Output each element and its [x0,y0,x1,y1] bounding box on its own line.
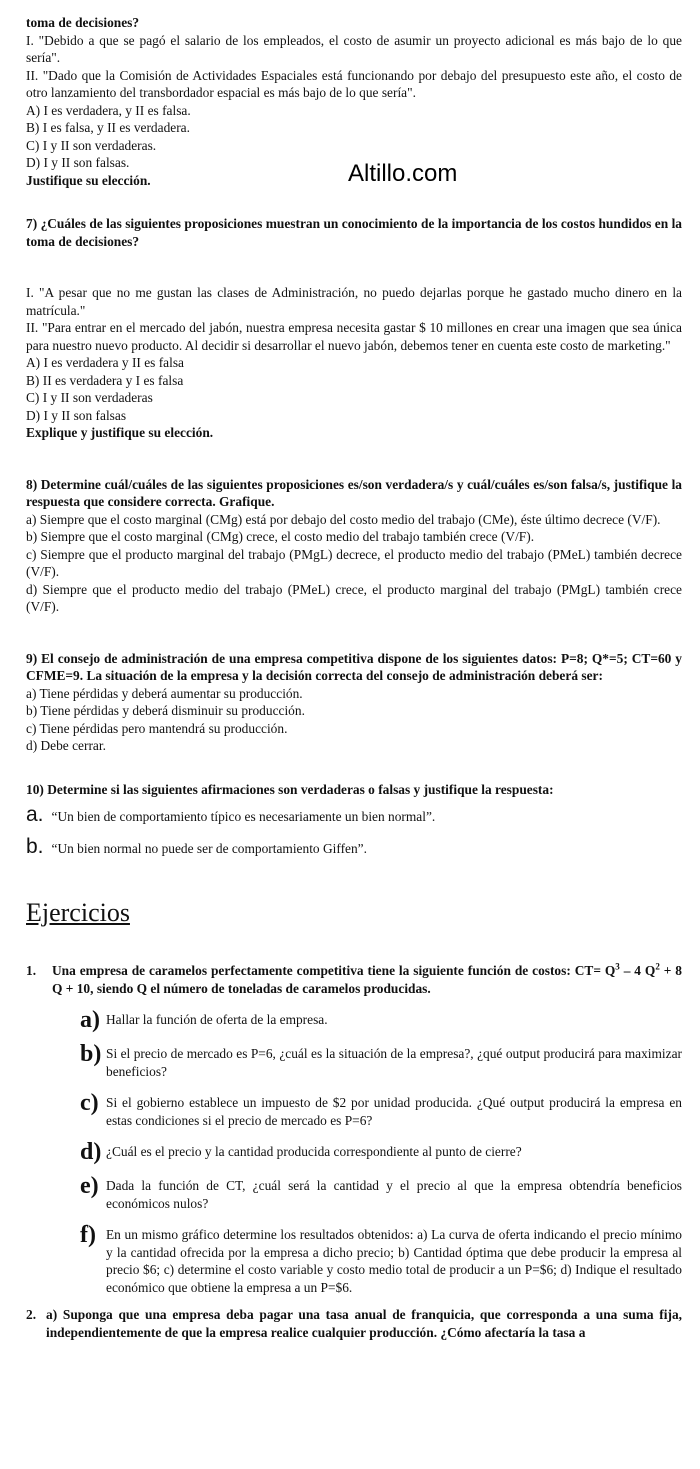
q7-option-d: D) I y II son falsas [26,407,127,423]
exercise-1-number: 1. [26,963,37,978]
q9-option-a: a) Tiene pérdidas y deberá aumentar su producción. [26,685,303,701]
q8-heading: 8) Determine cuál/cuáles de las siguientes proposiciones es/son verdadera/s y cuál/cuáles es/son falsa/s, justifique la respuesta que considere correcta. Grafique. [26,476,682,509]
q7-statement-1: I. "A pesar que no me gustan las clases de Administración, no puedo dejarlas porque he gastado mucho dinero en la matrícula." [26,285,682,318]
exercise-1-item-a: a) Hallar la función de oferta de la empresa. [80,1007,328,1033]
q9-heading: 9) El consejo de administración de una empresa competitiva dispone de los siguientes datos: P=8; Q*=5; CT=60 y CFME=9. La situación de la empresa y la decisión correcta del consejo de administración deberá ser: [26,650,682,683]
question-6 [26,14,682,189]
question-10 [26,781,682,859]
q10-item-b-text: “Un bien normal no puede ser de comportamiento Giffen”. [51,841,367,856]
q6-heading: toma de decisiones? [26,15,140,30]
q8-item-b: b) Siempre que el costo marginal (CMg) crece, el costo medio del trabajo también crece (V/F). [26,529,535,544]
q7-justify: Explique y justifique su elección. [26,425,214,440]
q6-option-a: A) I es verdadera, y II es falsa. [26,102,191,118]
q7-option-a: A) I es verdadera y II es falsa [26,355,185,370]
exercise-1 [26,962,682,1296]
question-7 [26,215,682,442]
q10-heading: 10) Determine si las siguientes afirmaciones son verdaderas o falsas y justifique la respuesta: [26,781,554,797]
q10-item-b [26,836,682,858]
q7-heading: 7) ¿Cuáles de las siguientes proposiciones muestran un conocimiento de la importancia de los costos hundidos en la toma de decisiones? [26,216,682,249]
exercise-1-item-c: c) Si el gobierno establece un impuesto de $2 por unidad producida. ¿Qué output producirá la empresa en estas condiciones si el precio de mercado es P=6? [80,1090,682,1128]
q6-option-c: C) I y II son verdaderas. [26,137,157,153]
q6-option-b: B) I es falsa, y II es verdadera. [26,120,190,135]
watermark: Altillo.com [348,160,458,187]
question-9 [26,650,682,755]
q6-option-d: D) I y II son falsas. [26,155,130,170]
exercise-1-statement: Una empresa de caramelos perfectamente competitiva tiene la siguiente función de costos: $CT= Q^3 - 4$ $Q^2 + 8$ Q + 10, siendo Q el número de toneladas de caramelos producidas. [52,961,682,996]
exercise-1-item-e: e) Dada la función de CT, ¿cuál será la cantidad y el precio al que la empresa obtendría beneficios económicos nulos? [80,1173,682,1211]
q8-item-c: c) Siempre que el producto marginal del trabajo (PMgL) decrece, el producto medio del trabajo (PMeL) también decrece (V/F). [26,546,682,579]
q9-option-c: c) Tiene pérdidas pero mantendrá su producción. [26,720,288,736]
q7-option-c: C) I y II son verdaderas [26,390,153,405]
exercise-2-number: 2. [26,1307,37,1322]
q9-option-d: d) Debe cerrar. [26,738,106,753]
q10-item-a [26,804,682,826]
exercises-heading: Ejercicios [26,898,130,927]
exercise-2 [26,1306,682,1341]
q9-option-b: b) Tiene pérdidas y deberá disminuir su producción. [26,703,305,718]
q6-justify: Justifique su elección. [26,172,151,188]
q7-option-b: B) II es verdadera y I es falsa [26,372,184,388]
exercise-1-item-d: d) ¿Cuál es el precio y la cantidad producida correspondiente al punto de cierre? [80,1139,522,1165]
q6-statement-2: II. "Dado que la Comisión de Actividades Espaciales está funcionando por debajo del presupuesto este año, el costo de otro lanzamiento del transbordador espacial es más bajo de lo que sería". [26,67,682,100]
exercise-1-item-f: f) En un mismo gráfico determine los resultados obtenidos: a) La curva de oferta indicando el precio mínimo y la cantidad ofrecida por la empresa a dicho precio; b) Cantidad óptima que debe producir la empresa al precio $6; c) determine el costo variable y costo medio total de producir a un P=$6; d) Indique el resultado económico que obtiene la empresa a un P=$6. [80,1222,682,1295]
exercise-2-statement: a) Suponga que una empresa deba pagar una tasa anual de franquicia, que corresponda a una suma fija, independientemente de que la empresa realice cualquier producción. ¿Cómo afectaría la tasa a [46,1307,682,1340]
question-8 [26,476,682,616]
exercise-1-item-b: b) Si el precio de mercado es P=6, ¿cuál es la situación de la empresa?, ¿qué output producirá para maximizar beneficios? [80,1041,682,1079]
q10-item-b-letter: b. [26,835,44,858]
q10-item-a-letter: a. [26,803,44,826]
q6-statement-1: I. "Debido a que se pagó el salario de los empleados, el costo de asumir un proyecto adicional es más bajo de lo que sería". [26,32,682,65]
document-page [26,14,682,1341]
q7-statement-2: II. "Para entrar en el mercado del jabón, nuestra empresa necesita gastar $ 10 millones en crear una imagen que sea única para nuestro nuevo producto. Al decidir si desarrollar el nuevo jabón, debemos tener en cuenta este costo de marketing." [26,320,682,353]
q8-item-d: d) Siempre que el producto medio del trabajo (PMeL) crece, el producto marginal del trabajo (PMgL) también crece (V/F). [26,581,682,614]
q10-item-a-text: “Un bien de comportamiento típico es necesariamente un bien normal”. [51,809,436,824]
q8-item-a: a) Siempre que el costo marginal (CMg) está por debajo del costo medio del trabajo (CMe), éste último decrece (V/F). [26,511,661,527]
